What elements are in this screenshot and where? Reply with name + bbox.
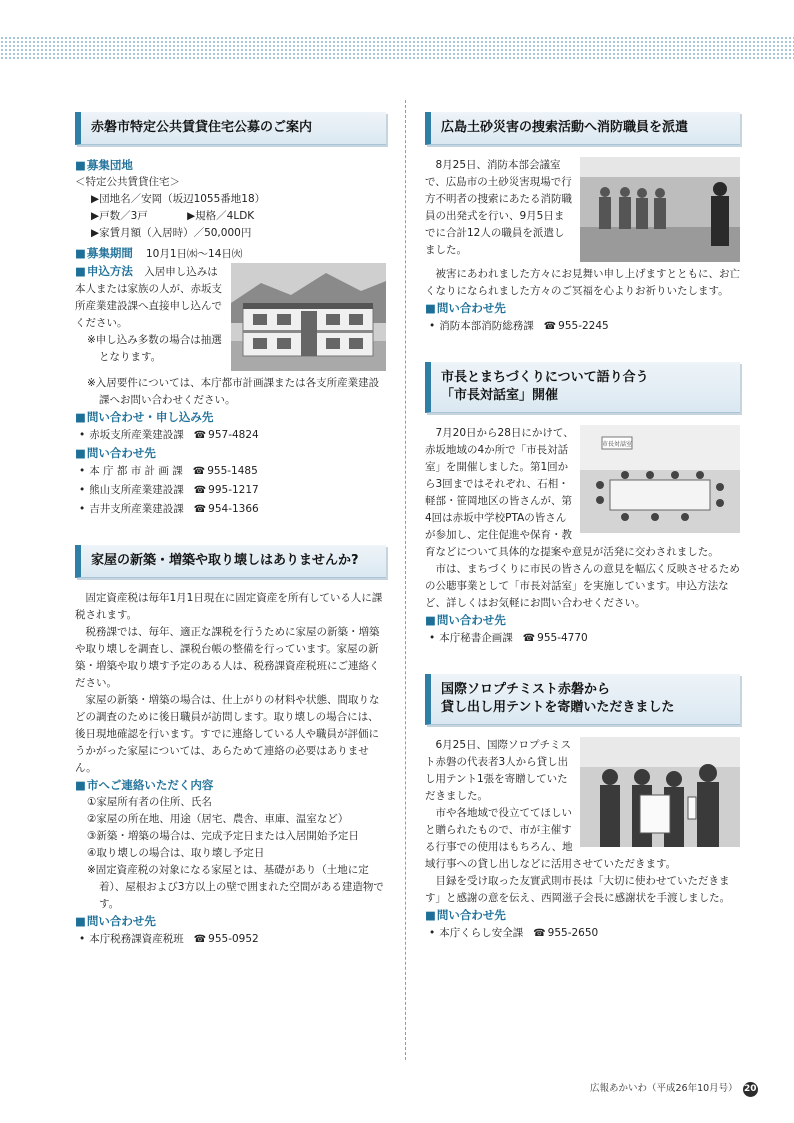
contact-label: ■ 問い合わせ先 — [75, 913, 386, 930]
apply-body: 入居申し込みは本人または家族の人が、赤坂支所産業建設課へ直接申し込んでください。 — [75, 266, 222, 329]
contact-tel: ☎ 955-2650 — [533, 927, 598, 939]
paragraph: 税務課では、毎年、適正な課税を行うために家屋の新築・増築や取り壊しを調査し、課税台帳の整備を行っています。家屋の新築・増築や取り壊す予定のある人は、税務課資産税班にご連絡ください。 — [75, 626, 380, 689]
page-number: 20 — [743, 1082, 758, 1097]
period-value: 10月1日㈬～14日㈫ — [145, 248, 243, 260]
apply-label: ■ 申込方法 — [75, 264, 133, 278]
paragraph: 市は、まちづくりに市民の皆さんの意見を幅広く反映させるための公聴事業として「市長対話室」を実施しています。申込方法など、詳しくはお気軽にお問い合わせください。 — [425, 563, 740, 609]
period-label: ■ 募集期間 — [75, 246, 133, 260]
section-title — [425, 362, 740, 413]
contents-item: ④取り壊しの場合は、取り壊し予定日 — [87, 847, 265, 859]
contact-tel: ☎ 955-4770 — [523, 632, 588, 644]
recruit-period — [75, 242, 386, 263]
column-divider — [405, 100, 406, 1060]
title-line: 「市長対話室」開催 — [441, 388, 559, 403]
paragraph: 6月25日、国際ソロプチミスト赤磐の代表者3人から貸し出し用テント1張を寄贈していただきました。 — [425, 739, 572, 802]
right-column — [425, 112, 740, 969]
apply-note-requirement: ※入居要件については、本庁都市計画課または各支所産業建設課へお問い合わせください。 — [87, 377, 380, 406]
contact-name: 本庁くらし安全課 — [439, 927, 524, 939]
paragraph: 8月25日、消防本部会議室で、広島市の土砂災害現場で行方不明者の捜索にあたる消防職員の出発式を行い、9月5日までに合計12人の職員を派遣しました。 — [425, 159, 572, 256]
contact-tel: ☎ 954-1366 — [194, 503, 259, 515]
contact-yoshii: • 吉井支所産業建設課☎ 954-1366 — [75, 500, 386, 519]
paragraph: 目録を受け取った友實武則市長は「大切に使わせていただきます」と感謝の意を伝え、西岡滋子会長に感謝状を手渡しました。 — [425, 875, 731, 904]
dialogue-sign: 市長対話室 — [601, 441, 633, 448]
contact-name: 吉井支所産業建設課 — [89, 503, 184, 515]
housing-photo — [231, 263, 386, 371]
apply-note-lottery: ※申し込み多数の場合は抽選となります。 — [87, 334, 222, 363]
dialogue-photo — [580, 425, 740, 533]
contact-name: 本庁税務課資産税班 — [89, 933, 184, 945]
contact-kumayama: • 熊山支所産業建設課☎ 995-1217 — [75, 481, 386, 500]
contact-label: ■ 問い合わせ先 — [75, 445, 386, 462]
contact-safety: • 本庁くらし安全課☎ 955-2650 — [425, 924, 740, 943]
contact-name: 熊山支所産業建設課 — [89, 484, 184, 496]
contact-tel: ☎ 957-4824 — [194, 429, 259, 441]
contact-apply-label: ■ 問い合わせ・申し込み先 — [75, 409, 386, 426]
contact-label: ■ 問い合わせ先 — [425, 612, 740, 629]
section-title: 広島土砂災害の捜索活動へ消防職員を派遣 — [425, 112, 740, 145]
contents-item: ③新築・増築の場合は、完成予定日または入居開始予定日 — [87, 830, 359, 842]
units-layout: ▶規格／4LDK — [187, 210, 255, 222]
contact-name: 赤坂支所産業建設課 — [89, 429, 184, 441]
paragraph: 固定資産税は毎年1月1日現在に固定資産を所有している人に課税されます。 — [75, 592, 383, 621]
housing-item-rent: ▶家賃月額（入居時）／50,000円 — [91, 227, 252, 239]
footer-text: 広報あかいわ（平成26年10月号） — [590, 1083, 738, 1094]
donation-photo — [580, 737, 740, 847]
dispatch-photo — [580, 157, 740, 262]
contact-tel: ☎ 955-1485 — [193, 465, 258, 477]
section-mayor-dialogue — [425, 362, 740, 648]
contents-label: ■ 市へご連絡いただく内容 — [75, 777, 386, 794]
contact-tel: ☎ 955-0952 — [194, 933, 259, 945]
dialogue-body — [425, 425, 740, 561]
paragraph: 家屋の新築・増築の場合は、仕上がりの材料や状態、間取りなどの調査のために後日職員が訪問します。取り壊しの場合には、後日現地確認を行います。すでに連絡している人や職員が評価にうかがった家屋については、あらためて連絡の必要はありません。 — [75, 694, 380, 774]
contact-tel: ☎ 955-2245 — [544, 320, 609, 332]
paragraph: 市や各地域で役立ててほしいと贈られたもので、市が主催する行事での使用はもちろん、地域行事への貸し出しなどに活用させていただきます。 — [425, 807, 677, 870]
contact-label: ■ 問い合わせ先 — [425, 300, 740, 317]
title-line: 貸し出し用テントを寄贈いただきました — [441, 700, 675, 715]
section-tent-donation — [425, 674, 740, 943]
paragraph: 7月20日から28日にかけて、赤坂地域の4か所で「市長対話室」を開催しました。第1回から3回まではそれぞれ、石相・軽部・笹岡地区の皆さんが、第4回は赤坂中学校PTAの皆さんが参加し、定住促進や保育・教育などについて具体的な提案や意見が活発に交わされました。 — [425, 427, 719, 558]
contact-city-planning: • 本 庁 都 市 計 画 課☎ 955-1485 — [75, 462, 386, 481]
left-column — [75, 112, 386, 975]
housing-item-name: ▶団地名／安岡（坂辺1055番地18） — [91, 193, 266, 205]
section-fire-dispatch — [425, 112, 740, 336]
contact-tel: ☎ 995-1217 — [194, 484, 259, 496]
contact-name: 消防本部消防総務課 — [439, 320, 534, 332]
section-public-housing — [75, 112, 386, 519]
contact-secretary: • 本庁秘書企画課☎ 955-4770 — [425, 629, 740, 648]
title-line: 市長とまちづくりについて語り合う — [441, 370, 649, 385]
dispatch-body — [425, 157, 740, 266]
contents-item: ②家屋の所在地、用途（居宅、農舎、車庫、温室など） — [87, 813, 349, 825]
contents-note: ※固定資産税の対象になる家屋とは、基礎があり（土地に定着）、屋根および3方以上の壁で囲まれた空間がある建造物です。 — [87, 864, 384, 910]
header-dot-band — [0, 36, 794, 60]
contact-label: ■ 問い合わせ先 — [425, 907, 740, 924]
section-title: 家屋の新築・増築や取り壊しはありませんか? — [75, 545, 386, 578]
contact-fire: • 消防本部消防総務課☎ 955-2245 — [425, 317, 740, 336]
section-title: 赤磐市特定公共賃貸住宅公募のご案内 — [75, 112, 386, 145]
contact-name: 本 庁 都 市 計 画 課 — [89, 465, 183, 477]
donation-body — [425, 737, 740, 873]
page-footer — [590, 1080, 758, 1097]
housing-name: ＜特定公共賃貸住宅＞ — [75, 176, 180, 188]
units-count: ▶戸数／3戸 — [91, 210, 148, 222]
contact-name: 本庁秘書企画課 — [439, 632, 513, 644]
contact-akasaka: • 赤坂支所産業建設課☎ 957-4824 — [75, 426, 386, 445]
section-title — [425, 674, 740, 725]
contact-tax: • 本庁税務課資産税班☎ 955-0952 — [75, 930, 386, 949]
housing-item-units — [75, 208, 386, 225]
apply-block — [75, 263, 386, 375]
title-line: 国際ソロプチミスト赤磐から — [441, 682, 611, 697]
recruit-label: ■ 募集団地 — [75, 157, 386, 174]
paragraph: 被害にあわれました方々にお見舞い申し上げますとともに、お亡くなりになられました方々のご冥福を心よりお祈りいたします。 — [425, 268, 740, 297]
contents-item: ①家屋所有者の住所、氏名 — [87, 796, 212, 808]
section-house-tax — [75, 545, 386, 949]
